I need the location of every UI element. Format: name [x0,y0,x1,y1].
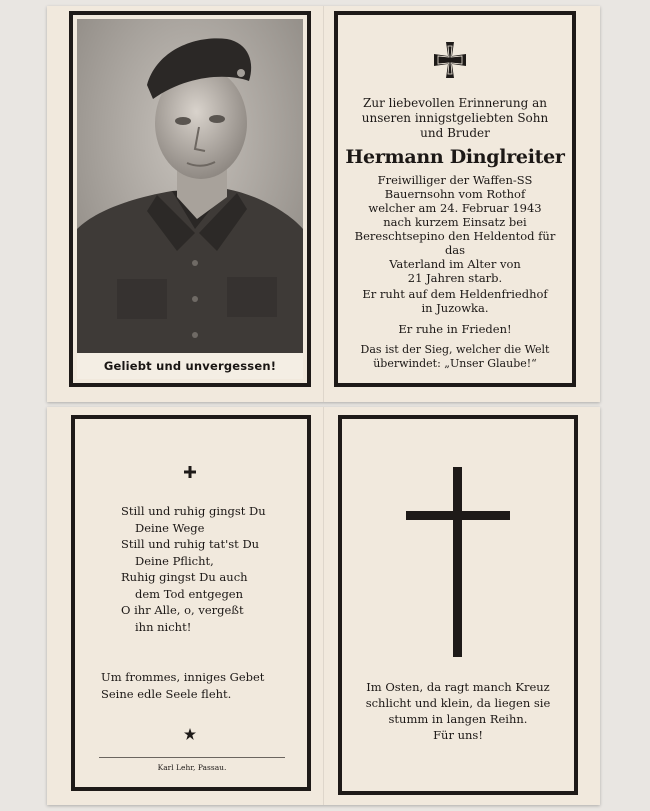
verse-line: stumm in langen Reihn. [388,712,528,726]
faith-line: Das ist der Sieg, welcher die Welt [360,343,550,356]
peace-text: Er ruhe in Frieden! [398,322,512,336]
rest-line: in Juzowka. [421,301,489,315]
front-card [47,6,600,402]
intro-line: und Bruder [420,126,490,140]
poem-line: Still und ruhig tat'st Du [121,537,260,551]
poem-text [107,503,277,635]
detail-line: Freiwilliger der Waffen-SS [377,173,533,187]
detail-line: Bauernsohn vom Rothof [384,187,526,201]
detail-line: 21 Jahren starb. [407,271,503,285]
poem-line: dem Tod entgegen [135,586,244,601]
poem-line: Deine Wege [135,520,205,535]
verse-line: schlicht und klein, da liegen sie [365,696,551,710]
prayer-line: Seine edle Seele fleht. [101,687,232,701]
detail-line: welcher am 24. Februar 1943 [368,201,542,215]
prayer-line: Um frommes, inniges Gebet [101,670,265,684]
poem-line: Ruhig gingst Du auch [121,570,248,584]
prayer-text [101,669,291,703]
iron-cross-icon [430,40,470,80]
soldier-portrait-image [77,19,303,353]
rest-line: Er ruht auf dem Heldenfriedhof [362,287,548,301]
poem-line: ihn nicht! [135,619,192,634]
back-card [47,407,600,805]
details-text [347,173,563,285]
faith-text [343,343,567,371]
photo-caption: Geliebt und unvergessen! [77,353,303,379]
small-cross-icon [184,466,196,478]
verse-line: Im Osten, da ragt manch Kreuz [366,680,550,694]
verse-line: Für uns! [433,728,483,742]
small-star-icon [184,728,196,740]
intro-text [342,96,568,141]
detail-line: nach kurzem Einsatz bei Bereschtsepino den Heldentod für das [354,215,556,257]
resting-place-text [347,287,563,315]
faith-line: überwindet: „Unser Glaube!“ [373,357,537,370]
poem-line: O ihr Alle, o, vergeßt [121,603,244,617]
card-fold [323,407,324,805]
large-cross-icon [406,467,510,657]
printer-imprint: Karl Lehr, Passau. [157,763,227,772]
card-fold [323,6,324,402]
deceased-name: Hermann Dinglreiter [345,146,565,168]
detail-line: Vaterland im Alter von [389,257,521,271]
printer-divider [99,757,285,758]
verse-text [347,679,569,743]
intro-line: unseren innigstgeliebten Sohn [361,111,549,125]
poem-line: Deine Pflicht, [135,553,214,568]
poem-line: Still und ruhig gingst Du [121,504,266,518]
intro-line: Zur liebevollen Erinnerung an [363,96,547,110]
portrait-photo [77,19,303,379]
